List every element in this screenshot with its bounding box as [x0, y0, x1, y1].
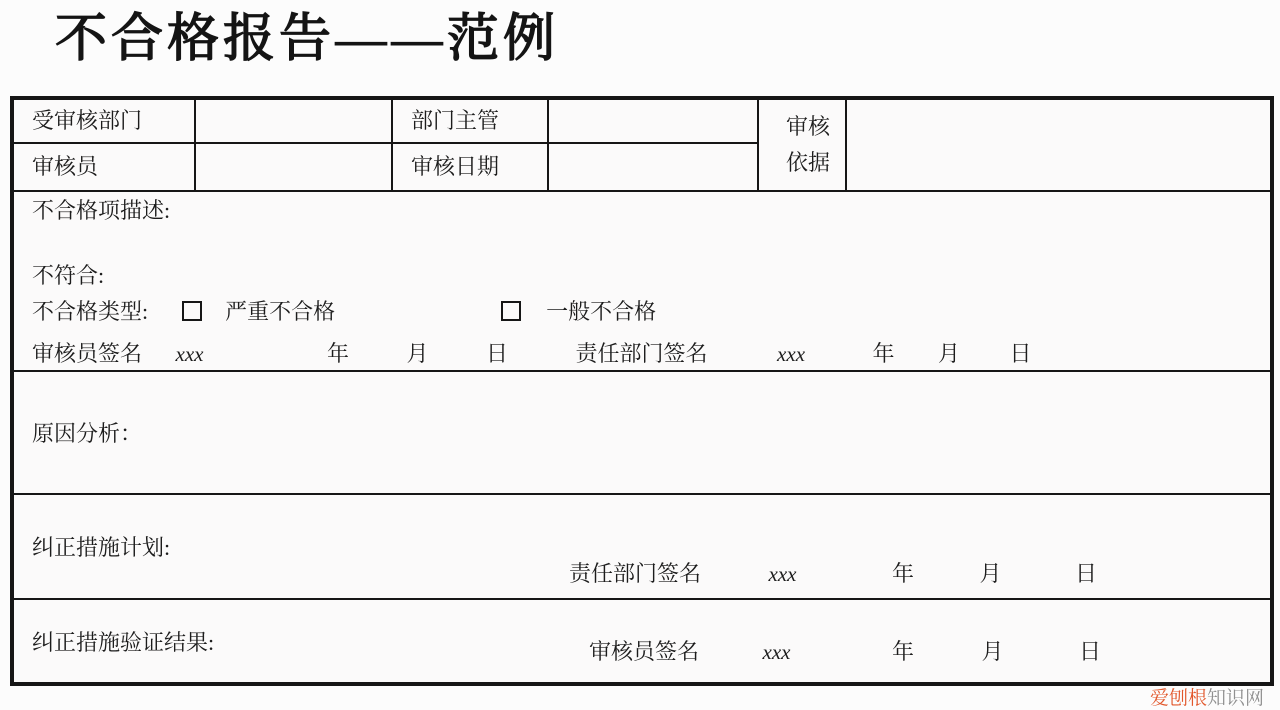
cause-analysis-section — [12, 371, 1272, 494]
month-label: 月 — [979, 560, 1002, 586]
nonconformity-label: 不符合: — [32, 263, 105, 289]
auditor-value-cell — [195, 143, 392, 191]
watermark-brand: 爱刨根 — [1149, 688, 1207, 709]
description-title: 不合格项描述: — [32, 197, 171, 223]
watermark-suffix: 知识网 — [1206, 688, 1264, 709]
month-label: 月 — [406, 340, 429, 366]
year-label: 年 — [326, 340, 349, 366]
type-label: 不合格类型: — [32, 298, 149, 324]
day-label: 日 — [486, 340, 509, 366]
auditor-sign-label: 审核员签名 — [589, 638, 700, 664]
dept-manager-value-cell — [548, 98, 758, 143]
year-label: 年 — [891, 560, 914, 586]
general-nonconformity-checkbox — [501, 301, 521, 321]
cause-analysis-row — [12, 371, 1272, 494]
site-watermark — [1150, 683, 1264, 710]
verification-signature-line — [589, 637, 1101, 667]
verification-section — [12, 599, 1272, 684]
auditor-sign-label: 审核员签名 — [32, 340, 143, 366]
audited-dept-value-cell — [195, 98, 392, 143]
audit-basis-label: 审核依据 — [785, 114, 830, 175]
nonconformity-form-table — [10, 96, 1274, 687]
severe-nonconformity-option-label: 严重不合格 — [225, 298, 336, 324]
header-row-1 — [12, 98, 1272, 143]
dept-manager-label: 部门主管 — [392, 98, 548, 143]
day-label: 日 — [1075, 560, 1098, 586]
audit-date-label: 审核日期 — [392, 143, 548, 191]
document-page — [0, 6, 1280, 710]
severe-nonconformity-checkbox — [182, 301, 202, 321]
corrective-plan-section — [12, 494, 1272, 599]
corrective-plan-title: 纠正措施计划: — [32, 535, 171, 560]
description-section — [12, 191, 1272, 372]
auditor-label: 审核员 — [12, 143, 195, 191]
audit-date-value-cell — [548, 143, 758, 191]
dept-sign-value: xxx — [768, 561, 797, 586]
day-label: 日 — [1009, 340, 1032, 366]
month-label: 月 — [981, 638, 1004, 664]
audit-basis-value-cell — [846, 98, 1272, 191]
dept-sign-value: xxx — [777, 341, 806, 366]
audit-basis-label-cell — [758, 98, 846, 191]
year-label: 年 — [872, 340, 895, 366]
auditor-sign-value: xxx — [762, 639, 791, 664]
description-signature-line — [32, 339, 1264, 369]
verification-row — [12, 599, 1272, 684]
dept-sign-label: 责任部门签名 — [575, 340, 708, 366]
audited-dept-label: 受审核部门 — [12, 98, 195, 143]
general-nonconformity-option-label: 一般不合格 — [546, 298, 657, 324]
nonconformity-type-line — [32, 297, 1264, 327]
description-section-row — [12, 191, 1272, 372]
auditor-sign-value: xxx — [175, 341, 204, 366]
dept-sign-label: 责任部门签名 — [569, 560, 702, 586]
day-label: 日 — [1079, 638, 1102, 664]
verification-title: 纠正措施验证结果: — [32, 629, 215, 655]
month-label: 月 — [938, 340, 961, 366]
corrective-plan-signature-line — [569, 559, 1097, 589]
corrective-plan-row — [12, 494, 1272, 599]
year-label: 年 — [891, 638, 914, 664]
page-title: 不合格报告——范例 — [55, 11, 560, 68]
cause-analysis-title: 原因分析： — [32, 421, 143, 446]
